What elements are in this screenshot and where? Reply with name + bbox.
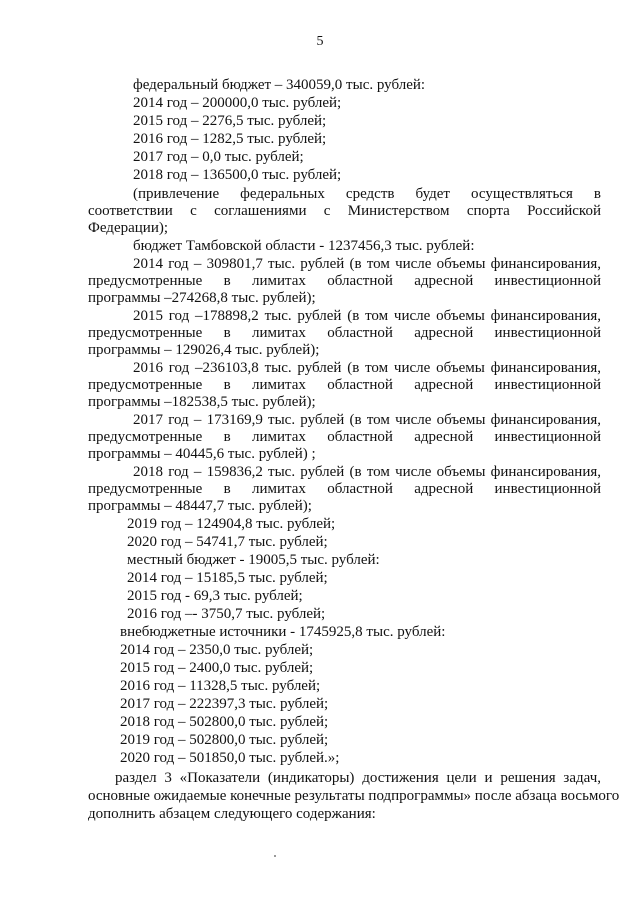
text-line: 2016 год –236103,8 тыс. рублей (в том числе объемы финансирования, <box>133 360 601 376</box>
text-line: программы – 48447,7 тыс. рублей); <box>88 498 312 514</box>
text-line: внебюджетные источники - 1745925,8 тыс. рублей: <box>120 624 446 640</box>
scan-speck <box>274 855 276 857</box>
text-line: 2018 год – 502800,0 тыс. рублей; <box>120 714 329 730</box>
text-line: предусмотренные в лимитах областной адресной инвестиционной <box>88 325 601 341</box>
text-line: 2020 год – 501850,0 тыс. рублей.»; <box>120 750 340 766</box>
text-line: 2016 год –- 3750,7 тыс. рублей; <box>127 606 326 622</box>
text-line: программы –182538,5 тыс. рублей); <box>88 394 316 410</box>
text-line: местный бюджет - 19005,5 тыс. рублей: <box>127 552 380 568</box>
text-line: дополнить абзацем следующего содержания: <box>88 806 376 822</box>
text-line: 2014 год – 200000,0 тыс. рублей; <box>133 95 342 111</box>
text-line: соответствии с соглашениями с Министерством спорта Российской <box>88 203 601 219</box>
text-line: 2014 год – 309801,7 тыс. рублей (в том числе объемы финансирования, <box>133 256 601 272</box>
page-number: 5 <box>316 34 324 49</box>
text-line: 2016 год – 11328,5 тыс. рублей; <box>120 678 321 694</box>
text-line: 2017 год – 222397,3 тыс. рублей; <box>120 696 329 712</box>
text-line: 2015 год - 69,3 тыс. рублей; <box>127 588 303 604</box>
text-line: предусмотренные в лимитах областной адресной инвестиционной <box>88 481 601 497</box>
text-line: 2018 год – 136500,0 тыс. рублей; <box>133 167 342 183</box>
text-line: (привлечение федеральных средств будет осуществляться в <box>133 186 601 202</box>
text-line: федеральный бюджет – 340059,0 тыс. рублей: <box>133 77 426 93</box>
text-line: 2020 год – 54741,7 тыс. рублей; <box>127 534 328 550</box>
text-line: программы – 129026,4 тыс. рублей); <box>88 342 320 358</box>
text-line: раздел 3 «Показатели (индикаторы) достижения цели и решения задач, <box>115 770 601 786</box>
text-line: 2016 год – 1282,5 тыс. рублей; <box>133 131 327 147</box>
text-line: Федерации); <box>88 220 169 236</box>
text-line: предусмотренные в лимитах областной адресной инвестиционной <box>88 377 601 393</box>
text-line: 2018 год – 159836,2 тыс. рублей (в том числе объемы финансирования, <box>133 464 601 480</box>
text-line: 2015 год – 2276,5 тыс. рублей; <box>133 113 327 129</box>
text-line: 2017 год – 0,0 тыс. рублей; <box>133 149 304 165</box>
text-line: основные ожидаемые конечные результаты подпрограммы» после абзаца восьмого <box>88 788 620 804</box>
text-line: предусмотренные в лимитах областной адресной инвестиционной <box>88 429 601 445</box>
text-line: 2019 год – 124904,8 тыс. рублей; <box>127 516 336 532</box>
text-line: 2014 год – 2350,0 тыс. рублей; <box>120 642 314 658</box>
text-line: программы –274268,8 тыс. рублей); <box>88 290 316 306</box>
text-line: бюджет Тамбовской области - 1237456,3 тыс. рублей: <box>133 238 475 254</box>
text-line: 2019 год – 502800,0 тыс. рублей; <box>120 732 329 748</box>
text-line: 2015 год –178898,2 тыс. рублей (в том числе объемы финансирования, <box>133 308 601 324</box>
text-line: 2017 год – 173169,9 тыс. рублей (в том числе объемы финансирования, <box>133 412 601 428</box>
text-line: 2014 год – 15185,5 тыс. рублей; <box>127 570 328 586</box>
text-line: 2015 год – 2400,0 тыс. рублей; <box>120 660 314 676</box>
text-line: предусмотренные в лимитах областной адресной инвестиционной <box>88 273 601 289</box>
text-line: программы – 40445,6 тыс. рублей) ; <box>88 446 316 462</box>
